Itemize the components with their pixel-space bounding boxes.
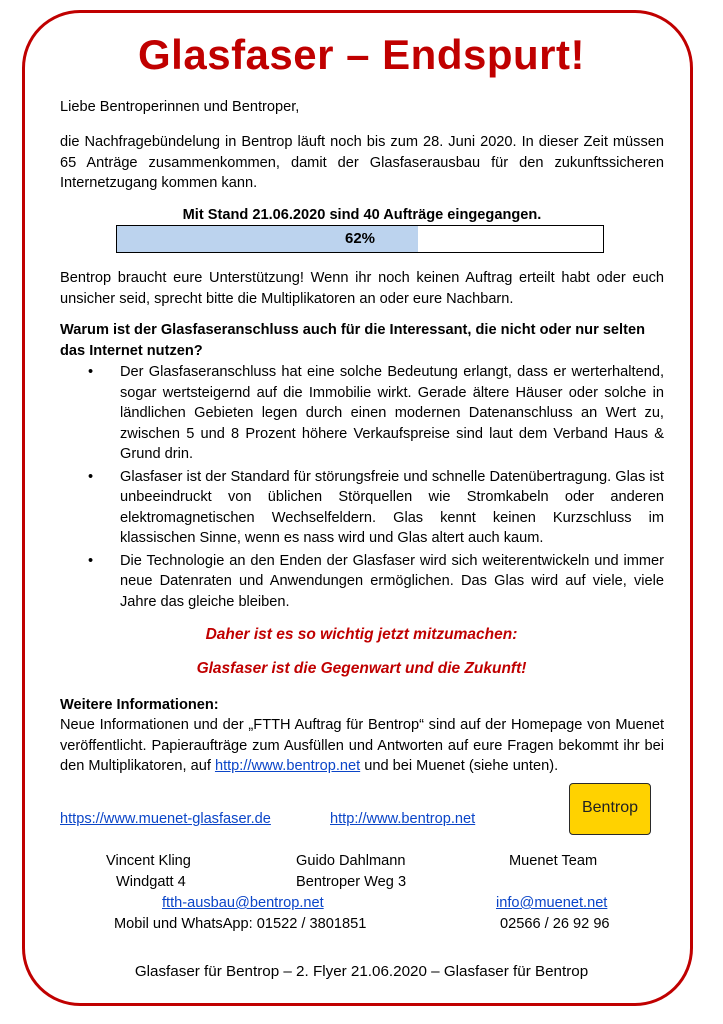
contact-phone-2: 02566 / 26 92 96 [500, 916, 610, 932]
more-info-heading: Weitere Informationen: [60, 697, 219, 713]
progress-bar [116, 225, 604, 253]
list-item-text: Die Technologie an den Enden der Glasfaser wird sich weiterentwickeln und immer neue Datenraten und Anwendungen ermöglichen. Das Glas wird auf viele, viele Jahre das gleiche bleiben. [120, 552, 664, 610]
benefits-list [60, 362, 664, 614]
contact-1-name: Vincent Kling [106, 853, 191, 869]
progress-status: Mit Stand 21.06.2020 sind 40 Aufträge eingegangen. [182, 207, 542, 223]
intro-paragraph: die Nachfragebündelung in Bentrop läuft noch bis zum 28. Juni 2020. In dieser Zeit müssen 65 Anträge zusammenkommen, damit der Glasfaserausbau für den zukunftssicheren Internetzugang kommen kann. [60, 134, 664, 191]
bentrop-link[interactable]: http://www.bentrop.net [330, 811, 476, 827]
ftth-email-link[interactable]: ftth-ausbau@bentrop.net [162, 895, 324, 911]
bullet-icon: • [88, 468, 94, 485]
page-footer: Glasfaser für Bentrop – 2. Flyer 21.06.2020 – Glasfaser für Bentrop [134, 963, 589, 980]
list-item-text: Glasfaser ist der Standard für störungsfreie und schnelle Datenübertragung. Glas ist unbeeindruckt von üblichen Störquellen wie Stromkabeln oder anderen elektromagnetischen Wechselfeldern. Glas kennt keinen Kurzschluss im klassischen Sinne, wenn es nass wird und Glas altert auch kaum. [120, 468, 664, 546]
list-item [60, 551, 664, 613]
muenet-email-link[interactable]: info@muenet.net [496, 895, 608, 911]
muenet-link[interactable]: https://www.muenet-glasfaser.de [60, 811, 271, 827]
page-title: Glasfaser – Endspurt! [138, 31, 585, 78]
list-item [60, 362, 664, 465]
slogan-primary: Daher ist es so wichtig jetzt mitzumachen: [205, 626, 518, 643]
question-heading: Warum ist der Glasfaseranschluss auch für die Interessant, die nicht oder nur selten das Internet nutzen? [60, 322, 645, 359]
contact-3-name: Muenet Team [509, 853, 598, 869]
list-item [60, 467, 664, 549]
contact-2-street: Bentroper Weg 3 [296, 874, 407, 890]
bullet-icon: • [88, 552, 94, 569]
slogan-secondary: Glasfaser ist die Gegenwart und die Zukunft! [196, 660, 527, 677]
more-info-text: Neue Informationen und der „FTTH Auftrag für Bentrop“ sind auf der Homepage von Muenet veröffentlicht. Papieraufträge zum Ausfüllen und Antworten auf eure Fragen bekommt ihr bei den Multiplikatoren, auf [60, 717, 664, 774]
bentrop-sign-logo: Bentrop [569, 783, 651, 835]
bullet-icon: • [88, 364, 94, 380]
more-info-paragraph [60, 715, 664, 777]
support-paragraph: Bentrop braucht eure Unterstützung! Wenn ihr noch keinen Auftrag erteilt habt oder euch unsicher seid, sprecht bitte die Multiplikatoren an oder eure Nachbarn. [60, 270, 664, 307]
progress-percent: 62% [344, 230, 376, 247]
bentrop-inline-link[interactable]: http://www.bentrop.net [214, 758, 361, 774]
greeting: Liebe Bentroperinnen und Bentroper, [60, 99, 300, 115]
contact-2-name: Guido Dahlmann [296, 853, 406, 869]
more-info-text-end: und bei Muenet (siehe unten). [360, 758, 559, 774]
contact-phone-1: Mobil und WhatsApp: 01522 / 3801851 [114, 916, 367, 932]
list-item-text: Der Glasfaseranschluss hat eine solche Bedeutung erlangt, dass er werterhaltend, sogar wertsteigernd auf die Immobilie wirkt. Gerade ältere Häuser oder solche in ländlichen Gebieten legen durch einen modernen Datenanschluss an Wert zu, zwischen 5 und 8 Prozent höhere Verkaufspreise sind laut dem Verband Haus & Grund drin. [120, 364, 664, 462]
contact-1-street: Windgatt 4 [116, 874, 186, 890]
